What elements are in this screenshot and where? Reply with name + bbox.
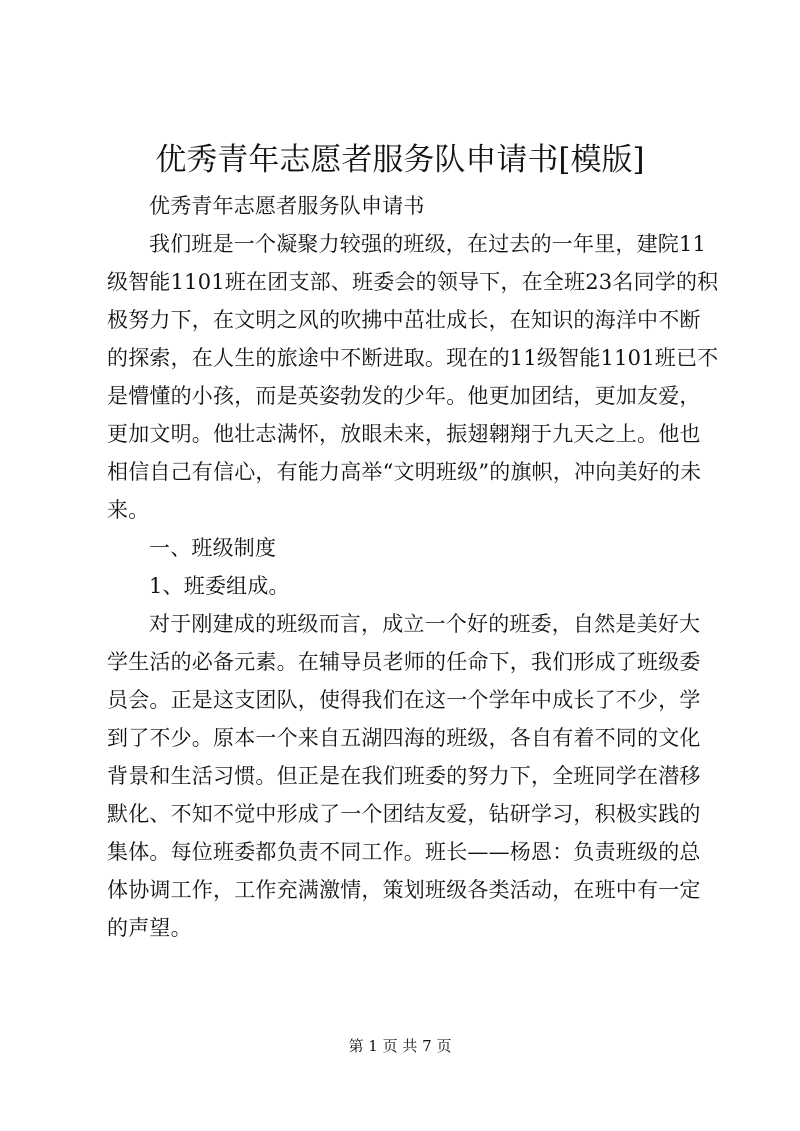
- committee-paragraph: 对于刚建成的班级而言，成立一个好的班委，自然是美好大学生活的必备元素。在辅导员老师的任命下，我们形成了班级委员会。正是这支团队，使得我们在这一个学年中成长了不少，学到了不少。原本一个来自五湖四海的班级，各自有着不同的文化背景和生活习惯。但正是在我们班委的努力下，全班同学在潜移默化、不知不觉中形成了一个团结友爱，钻研学习，积极实践的集体。每位班委都负责不同工作。班长——杨恩：负责班级的总体协调工作，工作充满激情，策划班级各类活动，在班中有一定的声望。: [107, 612, 701, 940]
- subsection-heading: 1、班委组成。: [149, 574, 290, 598]
- section-heading: 一、班级制度: [149, 536, 277, 560]
- document-body: [107, 187, 719, 947]
- intro-paragraph: 我们班是一个凝聚力较强的班级，在过去的一年里，建院11级智能1101班在团支部、班委会的领导下，在全班23名同学的积极努力下，在文明之风的吹拂中茁壮成长，在知识的海洋中不断的探索，在人生的旅途中不断进取。现在的11级智能1101班已不是懵懂的小孩，而是英姿勃发的少年。他更加团结，更加友爱，更加文明。他壮志满怀，放眼未来，振翅翱翔于九天之上。他也相信自己有信心，有能力高举“文明班级”的旗帜，冲向美好的未来。: [107, 232, 719, 522]
- page-number-footer: 第 1 页 共 7 页: [348, 1037, 452, 1055]
- subtitle-paragraph: 优秀青年志愿者服务队申请书: [149, 194, 425, 218]
- document-title: 优秀青年志愿者服务队申请书[模版]: [155, 142, 645, 178]
